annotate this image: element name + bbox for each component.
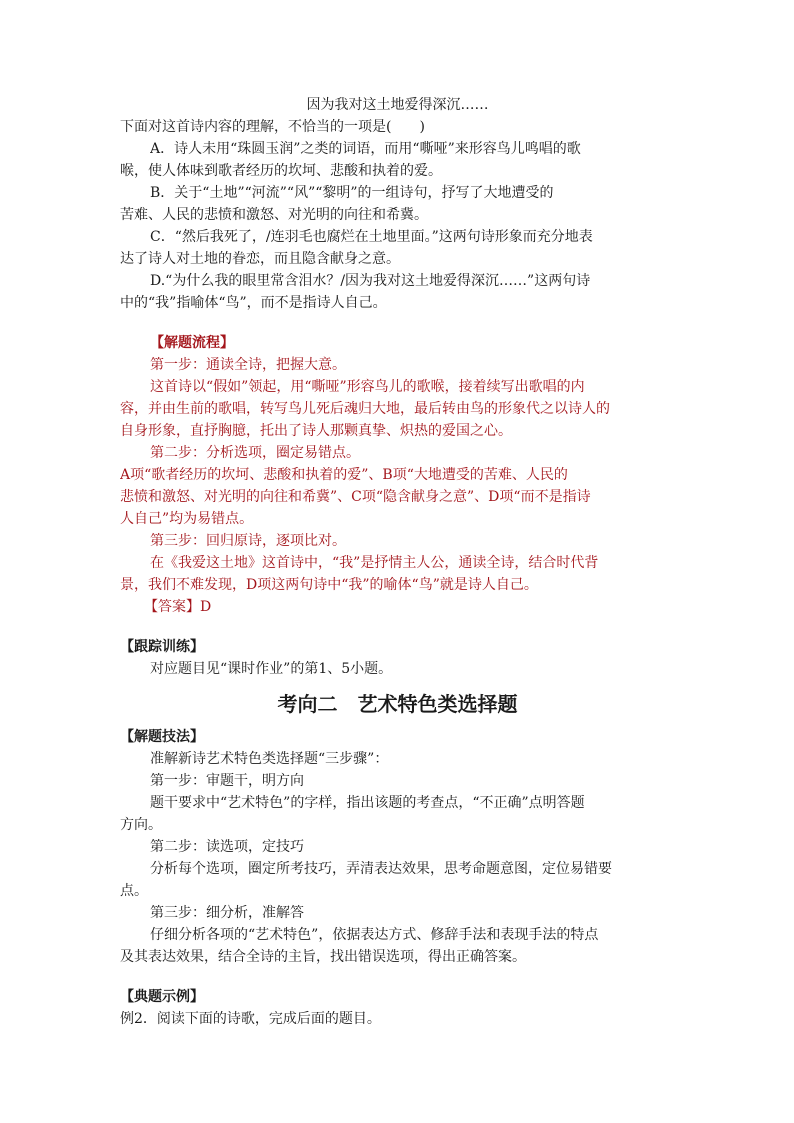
solution-step2-line-1: A项“歌者经历的坎坷、悲酸和执着的爱”、B项“大地遭受的苦难、人民的 [120, 467, 568, 483]
solution-step2-title: 第二步：分析选项，圈定易错点。 [150, 445, 360, 461]
option-d-line-2: 中的“我”指喻体“鸟”，而不是指诗人自己。 [120, 295, 387, 311]
option-c-line-2: 达了诗人对土地的眷恋，而且隐含献身之意。 [120, 251, 400, 267]
solution-step3-line-2: 景，我们不难发现，D项这两句诗中“我”的喻体“鸟”就是诗人自己。 [120, 577, 538, 593]
solution-step1-line-3: 自身形象，直抒胸臆，托出了诗人那颗真挚、炽热的爱国之心。 [120, 423, 512, 439]
option-d-line-1: D.“为什么我的眼里常含泪水？/因为我对这土地爱得深沉……”这两句诗 [150, 273, 591, 289]
question-stem: 下面对这首诗内容的理解，不恰当的一项是( ) [120, 119, 425, 135]
solution-step1-title: 第一步：通读全诗，把握大意。 [150, 357, 346, 373]
solution-step1-line-2: 容，并由生前的歌唱，转写鸟儿死后魂归大地，最后转由鸟的形象代之以诗人的 [120, 401, 610, 417]
solution-header: 【解题流程】 [150, 335, 234, 351]
tech-step1-title: 第一步：审题干，明方向 [150, 773, 304, 789]
option-a-line-2: 喉，使人体味到歌者经历的坎坷、悲酸和执着的爱。 [120, 163, 442, 179]
option-a-line-1: A．诗人未用“珠圆玉润”之类的词语，而用“嘶哑”来形容鸟儿鸣唱的歌 [150, 141, 581, 157]
section-title: 考向二 艺术特色类选择题 [277, 692, 518, 716]
example-text: 例2．阅读下面的诗歌，完成后面的题目。 [120, 1011, 381, 1027]
tech-step3-title: 第三步：细分析，准解答 [150, 905, 304, 921]
option-c-line-1: C．“然后我死了，/连羽毛也腐烂在土地里面。”这两句诗形象而充分地表 [150, 229, 593, 245]
tech-step3-line-1: 仔细分析各项的“艺术特色”，依据表达方式、修辞手法和表现手法的特点 [150, 927, 599, 943]
tech-step2-line-2: 点。 [120, 883, 148, 899]
tech-step3-line-2: 及其表达效果，结合全诗的主旨，找出错误选项，得出正确答案。 [120, 949, 526, 965]
solution-step2-line-2: 悲愤和激怒、对光明的向往和希冀”、C项“隐含献身之意”、D项“而不是指诗 [120, 489, 591, 505]
example-header: 【典题示例】 [120, 989, 204, 1005]
solution-step3-title: 第三步：回归原诗，逐项比对。 [150, 533, 346, 549]
tech-step2-line-1: 分析每个选项，圈定所考技巧，弄清表达效果，思考命题意图，定位易错要 [150, 861, 612, 877]
tech-header: 【解题技法】 [120, 729, 204, 745]
solution-step3-line-1: 在《我爱这土地》这首诗中，“我”是抒情主人公，通读全诗，结合时代背 [150, 555, 599, 571]
solution-step2-line-3: 人自己”均为易错点。 [120, 511, 254, 527]
solution-step1-line-1: 这首诗以“假如”领起，用“嘶哑”形容鸟儿的歌喉，接着续写出歌唱的内 [150, 379, 585, 395]
tech-step1-line-1: 题干要求中“艺术特色”的字样，指出该题的考查点，“不正确”点明答题 [150, 795, 585, 811]
follow-body: 对应题目见“课时作业”的第1、5小题。 [150, 661, 393, 677]
tech-step1-line-2: 方向。 [120, 817, 162, 833]
tech-intro: 准解新诗艺术特色类选择题“三步骤”： [150, 751, 389, 767]
poem-last-line: 因为我对这土地爱得深沉…… [306, 97, 489, 113]
solution-answer: 【答案】D [144, 599, 212, 615]
tech-step2-title: 第二步：读选项，定技巧 [150, 839, 304, 855]
option-b-line-1: B．关于“土地”“河流”“风”“黎明”的一组诗句，抒写了大地遭受的 [150, 185, 554, 201]
option-b-line-2: 苦难、人民的悲愤和激怒、对光明的向往和希冀。 [120, 207, 428, 223]
follow-header: 【跟踪训练】 [120, 639, 204, 655]
